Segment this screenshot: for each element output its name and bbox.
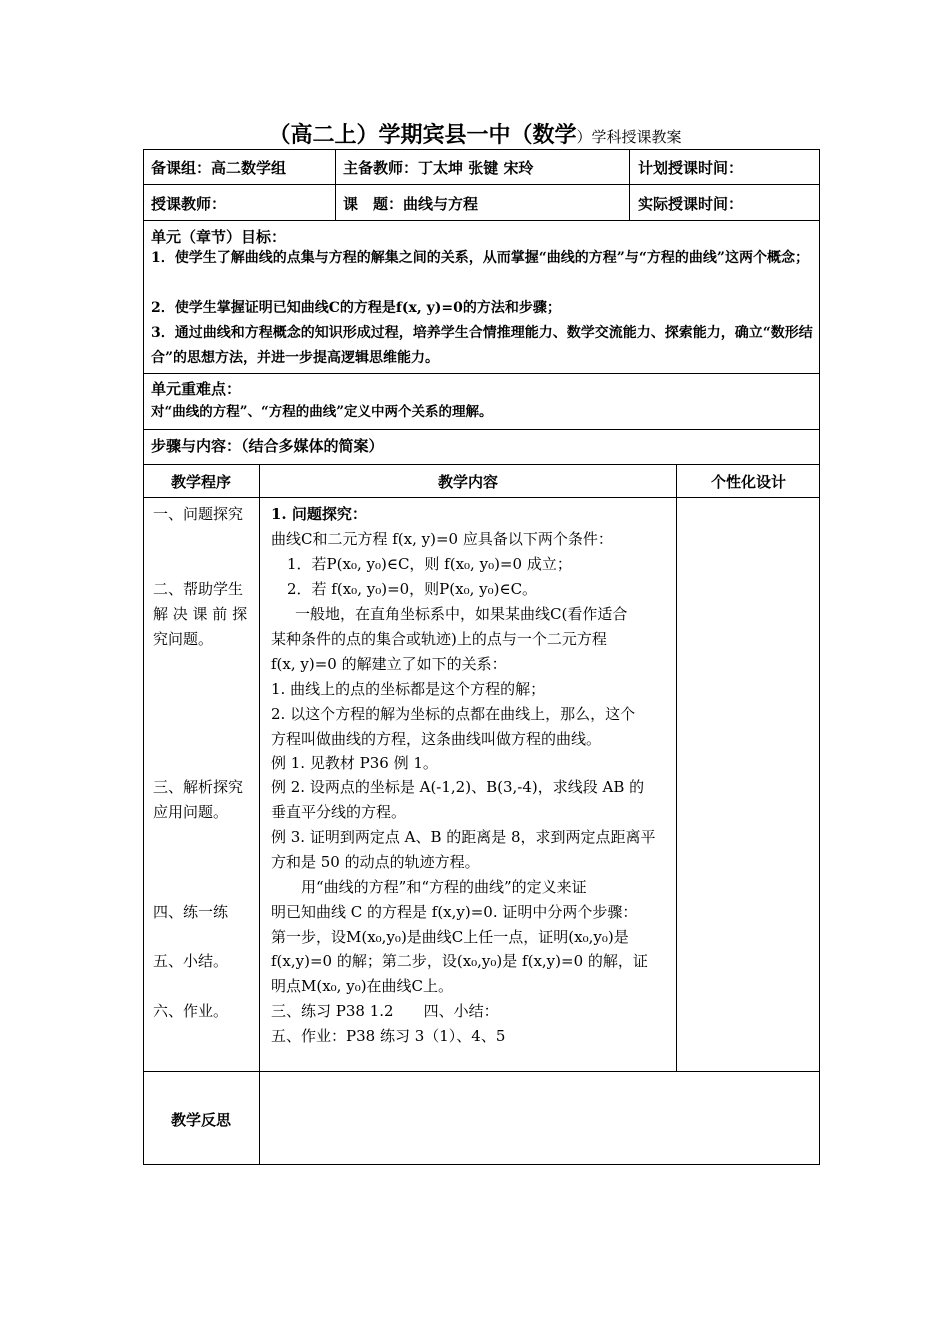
content-line: 1．若P(x₀, y₀)∈C，则 f(x₀, y₀)=0 成立；: [287, 555, 572, 573]
content-line: 例 1. 见教材 P36 例 1。: [271, 754, 438, 772]
col-divider: [259, 464, 260, 1165]
steps-heading: 步骤与内容：（结合多媒体的简案）: [151, 437, 384, 455]
col-divider: [676, 464, 677, 1072]
lead-teacher: 主备教师：丁太坤 张键 宋玲: [343, 159, 534, 177]
col-divider: [629, 149, 630, 221]
procedure-step: 三、解析探究: [153, 778, 244, 796]
content-line: 第一步，设M(x₀,y₀)是曲线C上任一点，证明(x₀,y₀)是: [271, 928, 629, 946]
difficulties-heading: 单元重难点：: [151, 380, 242, 398]
content-line: 例 2. 设两点的坐标是 A(-1,2)、B(3,-4)，求线段 AB 的: [271, 778, 645, 796]
row-divider: [143, 429, 820, 430]
content-line: 某种条件的点的集合或轨迹)上的点与一个二元方程: [271, 630, 607, 648]
content-line: 曲线C和二元方程 f(x, y)=0 应具备以下两个条件：: [271, 530, 613, 548]
document-title: [0, 118, 950, 149]
column-header-content: 教学内容: [437, 473, 498, 491]
content-line: f(x, y)=0 的解建立了如下的关系：: [271, 655, 507, 673]
content-line: 三、练习 P38 1.2 四、小结：: [271, 1002, 499, 1020]
title-suffix: ）学科授课教案: [576, 128, 682, 146]
content-line: 2．若 f(x₀, y₀)=0，则P(x₀, y₀)∈C。: [287, 580, 538, 598]
procedure-step: 二、帮助学生: [153, 580, 244, 598]
content-line: 2. 以这个方程的解为坐标的点都在曲线上，那么，这个: [271, 705, 636, 723]
content-line: 垂直平分线的方程。: [271, 803, 407, 821]
content-line: f(x,y)=0 的解；第二步，设(x₀,y₀)是 f(x,y)=0 的解，证: [271, 952, 648, 970]
row-divider: [143, 373, 820, 374]
row-divider: [143, 497, 820, 498]
row-divider: [143, 220, 820, 221]
goal-item: 3．通过曲线和方程概念的知识形成过程，培养学生合情推理能力、数学交流能力、探索能力，确立“数形结合”的思想方法，并进一步提高逻辑思维能力。: [151, 325, 813, 366]
content-line: 1. 问题探究：: [271, 505, 367, 523]
lesson-topic: 课 题：曲线与方程: [343, 195, 479, 213]
content-line: 明点M(x₀, y₀)在曲线C上。: [271, 977, 454, 995]
procedure-step: 四、练一练: [153, 903, 229, 921]
procedure-step: 五、小结。: [153, 952, 229, 970]
goal-item: 2．使学生掌握证明已知曲线C的方程是f(x, y)=0的方法和步骤；: [151, 300, 561, 316]
lesson-group: 备课组：高二数学组: [151, 159, 287, 177]
title-main: （高二上）学期宾县一中（数学: [268, 122, 577, 148]
row-divider: [143, 464, 820, 465]
content-line: 例 3. 证明到两定点 A、B 的距离是 8，求到两定点距离平: [271, 828, 656, 846]
goal-item: 1．使学生了解曲线的点集与方程的解集之间的关系，从而掌握“曲线的方程”与“方程的曲线”这两个概念；: [151, 250, 809, 266]
content-line: 用“曲线的方程”和“方程的曲线”的定义来证: [301, 878, 587, 896]
content-line: 一般地，在直角坐标系中，如果某曲线C(看作适合: [295, 605, 628, 623]
row-divider: [143, 184, 820, 185]
row-divider: [143, 1071, 820, 1072]
column-header-procedure: 教学程序: [170, 473, 231, 491]
content-line: 方程叫做曲线的方程，这条曲线叫做方程的曲线。: [271, 730, 602, 748]
teaching-reflection-label: 教学反思: [170, 1111, 231, 1129]
content-line: 五、作业：P38 练习 3（1）、4、5: [271, 1027, 506, 1045]
actual-time-label: 实际授课时间：: [638, 195, 744, 213]
instructor-label: 授课教师：: [151, 195, 227, 213]
goals-heading: 单元（章节）目标：: [151, 228, 287, 246]
col-divider: [335, 149, 336, 221]
difficulties-text: 对“曲线的方程”、“方程的曲线”定义中两个关系的理解。: [151, 404, 493, 420]
content-line: 方和是 50 的动点的轨迹方程。: [271, 853, 480, 871]
column-header-personal: 个性化设计: [710, 473, 786, 491]
content-line: 1. 曲线上的点的坐标都是这个方程的解；: [271, 680, 546, 698]
planned-time-label: 计划授课时间：: [638, 159, 744, 177]
procedure-step: 应用问题。: [153, 803, 229, 821]
procedure-step: 一、问题探究: [153, 505, 244, 523]
procedure-step: 解 决 课 前 探: [153, 605, 248, 623]
procedure-step: 究问题。: [153, 630, 214, 648]
content-line: 明已知曲线 C 的方程是 f(x,y)=0. 证明中分两个步骤：: [271, 903, 638, 921]
procedure-step: 六、作业。: [153, 1002, 229, 1020]
